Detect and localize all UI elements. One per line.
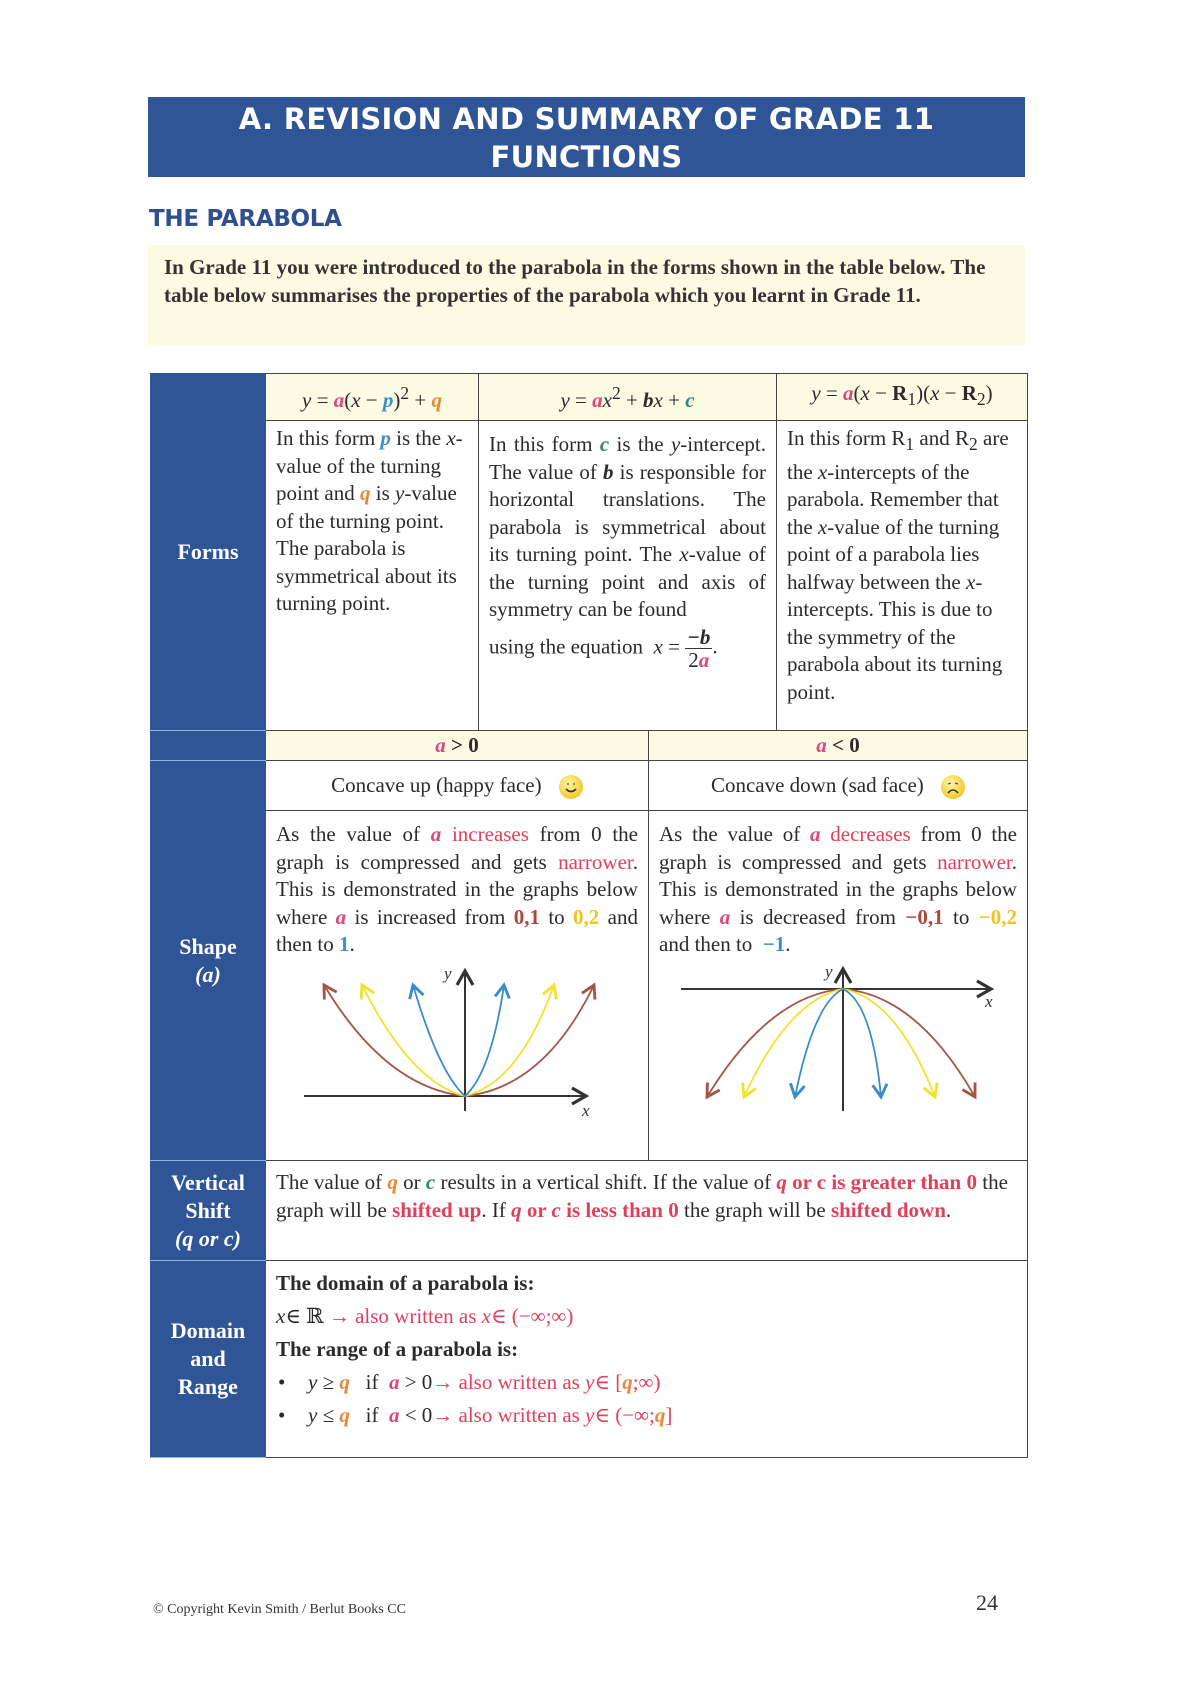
condition-a-positive: a > 0 (266, 731, 649, 761)
row-label-blank (151, 731, 266, 761)
range-item-positive: • y ≥ q if a > 0→ also written as y∈ [q;∞) (278, 1370, 661, 1394)
x-axis-label: x (582, 1100, 590, 1120)
shape-negative-cell (649, 811, 1028, 1161)
curve-a-neg-0-2-right (843, 989, 935, 1097)
form-standard-formula: $y = ax^2$ + bx + c (479, 374, 777, 421)
fraction-denominator: 2a (688, 647, 710, 672)
row-label-forms-text: Forms (177, 539, 239, 564)
form-intercept-description: In this form $R_1$ and $R_2$ are the x-intercepts of the parabola. Remember that the x-value of the turning point of a parabola lies halfway between the x-intercepts. This is due to the symmetry of the parabola about its turning point. (777, 421, 1028, 731)
chapter-title-line1: A. REVISION AND SUMMARY OF GRADE 11 (238, 102, 935, 136)
form-vertex-description: In this form p is the x-value of the turning point and q is y-value of the turning point. The parabola is symmetrical about its turning point. (266, 421, 479, 731)
form-standard-description: In this form c is the y-intercept. The value of b is responsible for horizontal translations. The parabola is symmetrical about its turning point. The x-value of the turning point and axis of symmetry can be found using the equation x = $\frac{-b}{2a}$ . (479, 421, 777, 731)
curve-a-neg-1-right (843, 989, 881, 1097)
page-number: 24 (976, 1590, 998, 1615)
domain-expression: x∈ ℝ → also written as x∈ (−∞;∞) (276, 1304, 574, 1328)
parabola-summary-table (150, 373, 1028, 1458)
happy-face-icon (559, 775, 583, 799)
row-label-forms (151, 374, 266, 731)
row-label-domain-line3: Range (178, 1374, 238, 1399)
fraction (685, 626, 712, 671)
concave-down-label: Concave down (sad face) (710, 772, 924, 797)
chapter-title-line2: FUNCTIONS (490, 140, 683, 174)
shape-negative-description: As the value of a decreases from 0 the graph is compressed and gets narrower. This is demonstrated in the graphs below where a is decreased from −0,1 to −0,2 and then to −1. (659, 822, 1017, 956)
row-label-vertical-shift (151, 1161, 266, 1261)
row-label-vshift-line2: Shift (185, 1197, 231, 1223)
shape-positive-cell (266, 811, 649, 1161)
range-item-negative: • y ≤ q if a < 0→ also written as y∈ (−∞;q] (278, 1403, 673, 1427)
row-label-domain-line1: Domain (170, 1318, 246, 1343)
concave-up-cell (266, 761, 649, 811)
section-heading: THE PARABOLA (149, 206, 342, 232)
row-label-vshift-line1: Vertical (171, 1169, 245, 1195)
domain-range-cell (266, 1261, 1028, 1458)
y-axis-label: y (825, 962, 833, 981)
concave-down-graph (659, 963, 1019, 1123)
row-label-vshift-line3: (q or c) (175, 1225, 241, 1251)
y-axis-label: y (444, 963, 452, 983)
chapter-title-banner (148, 97, 1025, 177)
concave-up-label: Concave up (happy face) (331, 772, 542, 797)
sad-face-icon (941, 775, 965, 799)
copyright-footer: © Copyright Kevin Smith / Berlut Books CC (153, 1602, 406, 1617)
vertical-shift-description: The value of q or c results in a vertical shift. If the value of q or c is greater than 0 the graph will be shifted up. If q or c is less than 0 the graph will be shifted down. (266, 1161, 1028, 1261)
equation-lead-text: using the equation (489, 633, 643, 658)
row-label-shape-line1: Shape (179, 933, 237, 959)
axis-of-symmetry-equation: using the equation x = $\frac{-b}{2a}$ . (489, 624, 718, 672)
domain-heading: The domain of a parabola is: (276, 1271, 535, 1295)
concave-up-graph (276, 963, 616, 1123)
fraction-numerator: −b (687, 624, 711, 649)
row-label-domain-line2: and (190, 1346, 226, 1371)
curve-a-1-left (413, 985, 465, 1096)
concave-down-cell (649, 761, 1028, 811)
curve-a-neg-1-left (795, 989, 843, 1097)
shape-positive-description: As the value of a increases from 0 the graph is compressed and gets narrower. This is demonstrated in the graphs below where a is increased from 0,1 to 0,2 and then to 1. (276, 822, 639, 956)
form-vertex-formula: $y = a(x - p)^2 + q$ (266, 374, 479, 421)
form-intercept-formula: $y = a(x - R_1)(x - R_2)$ (777, 374, 1028, 421)
intro-callout: In Grade 11 you were introduced to the parabola in the forms shown in the table below. The table below summarises the properties of the parabola which you learnt in Grade 11. (148, 245, 1025, 345)
row-label-shape-line2: (a) (195, 961, 221, 987)
range-heading: The range of a parabola is: (276, 1337, 519, 1361)
x-axis-label: x (985, 991, 993, 1011)
condition-a-negative: a < 0 (649, 731, 1028, 761)
row-label-shape (151, 761, 266, 1161)
row-label-domain-range (151, 1261, 266, 1458)
